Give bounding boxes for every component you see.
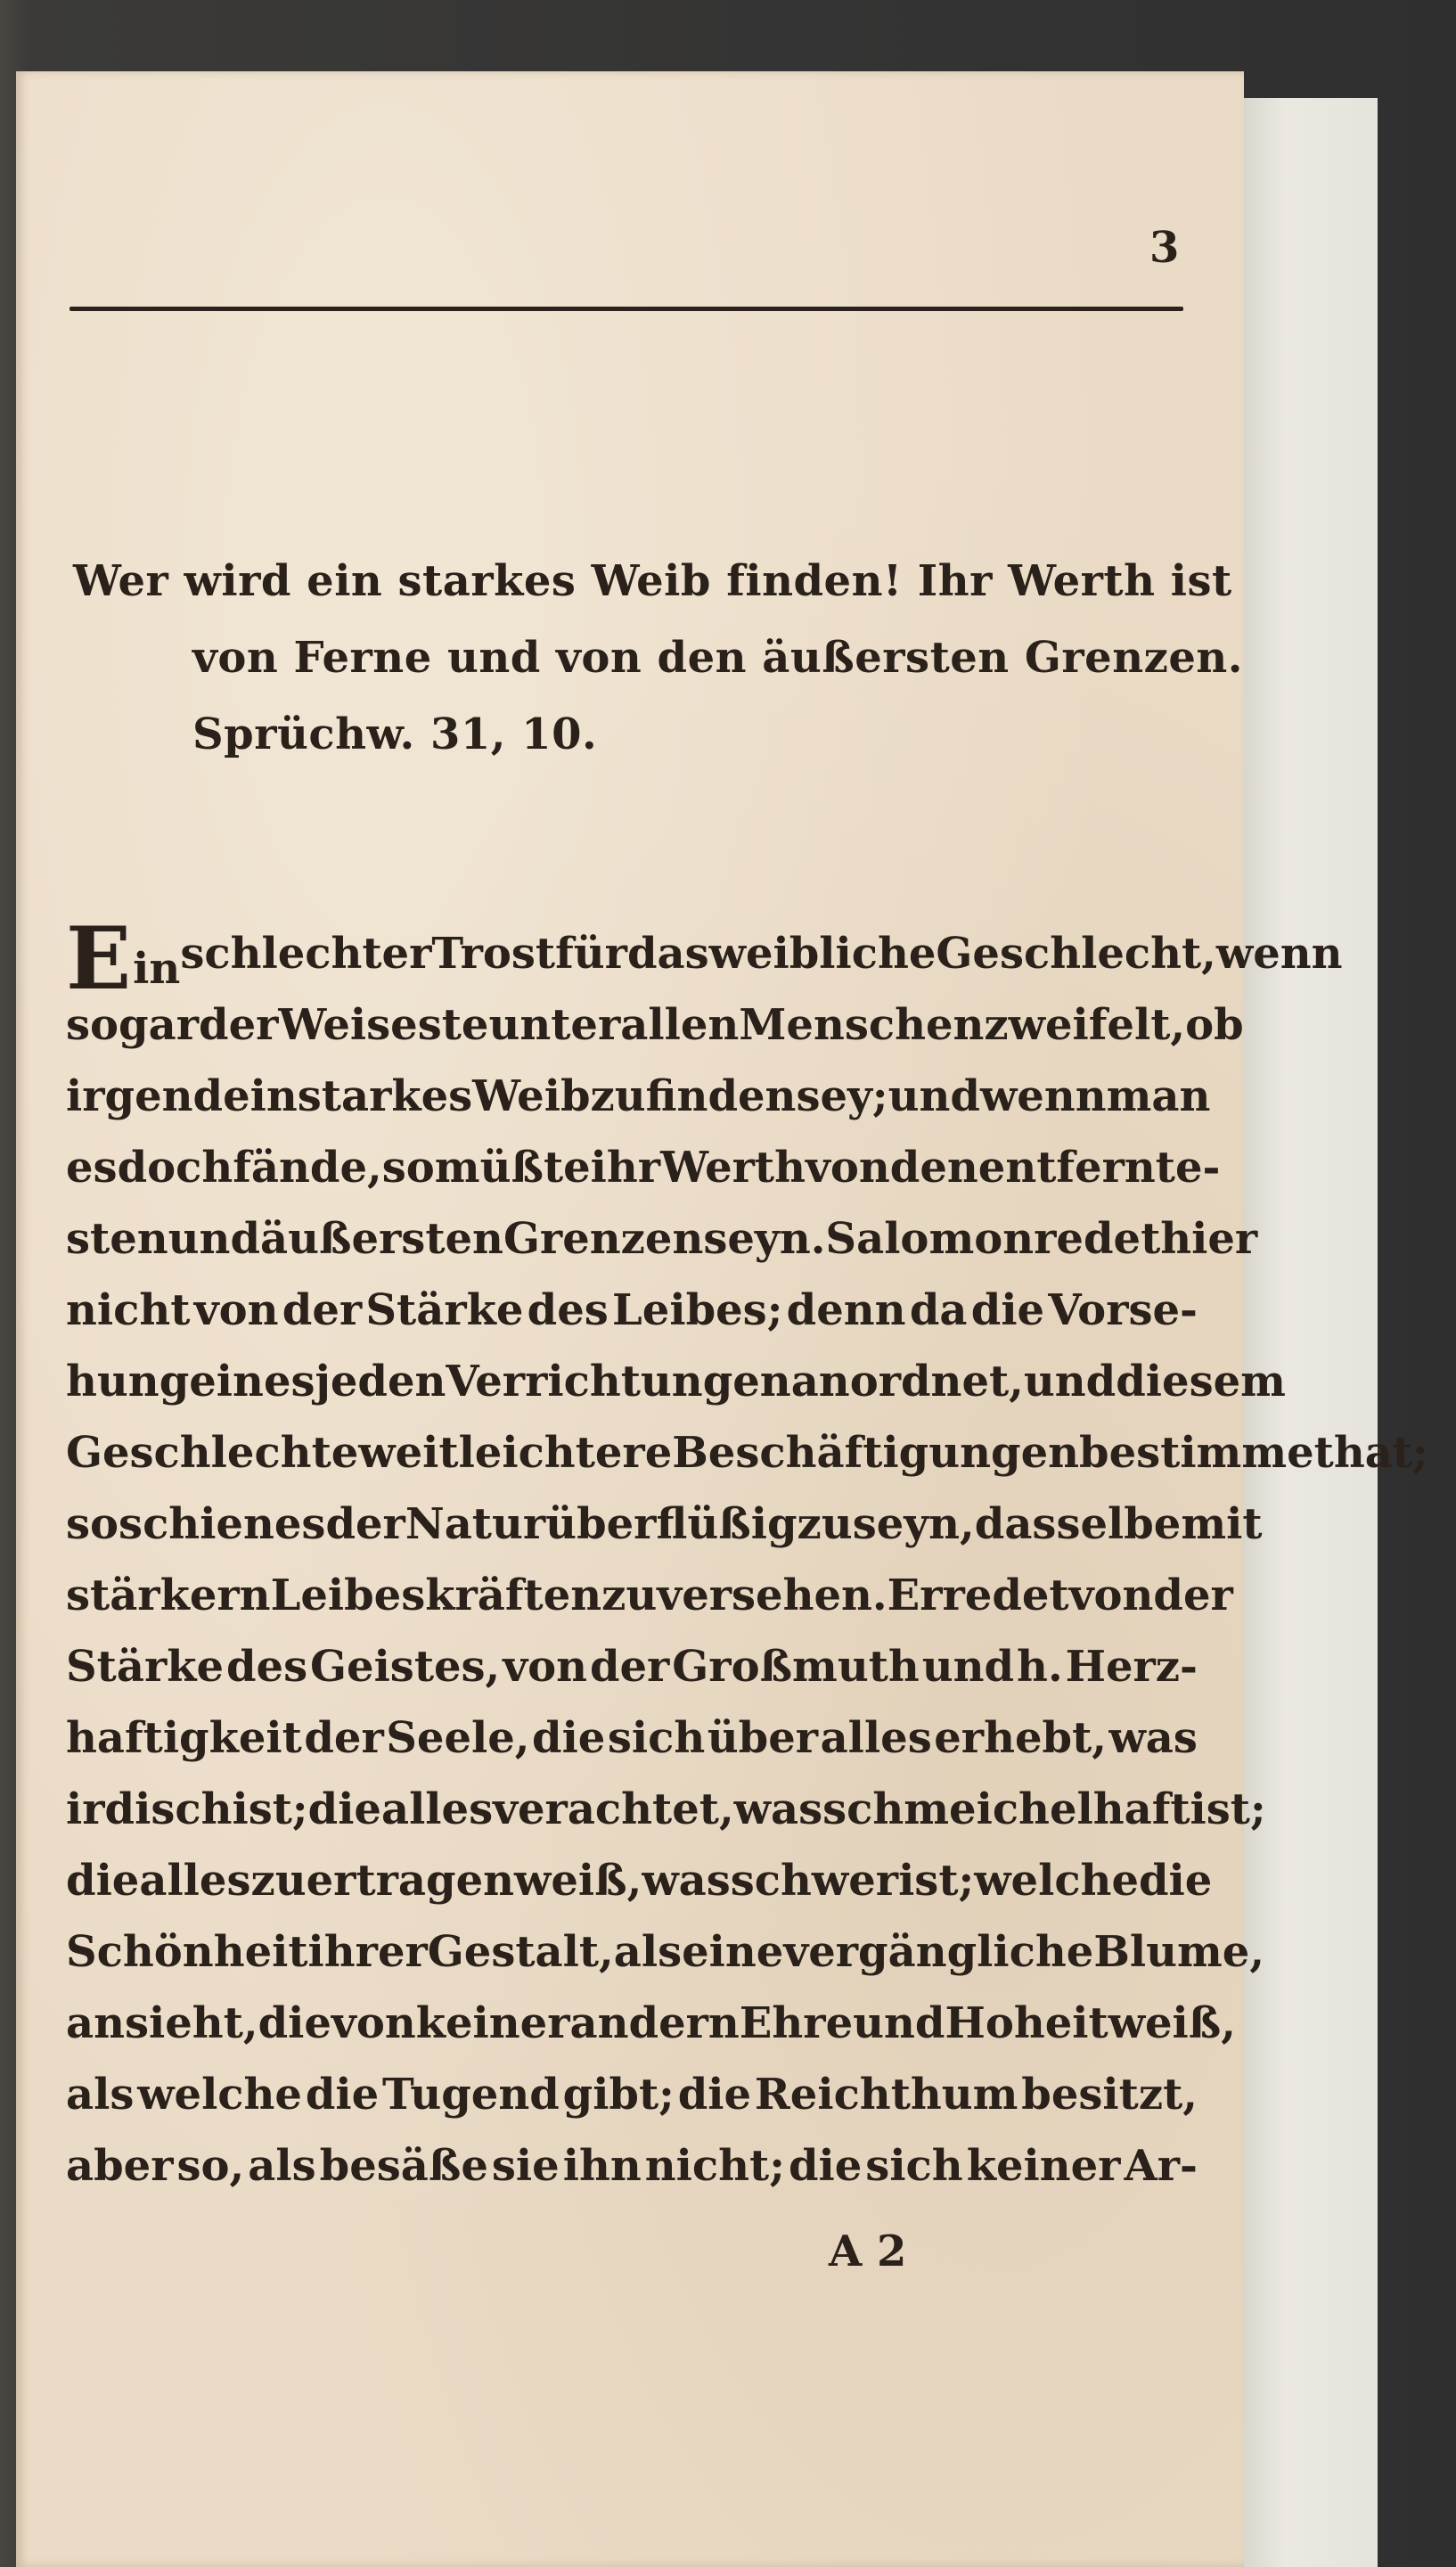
- drop-cap: E: [66, 908, 132, 1009]
- word: Leibes;: [612, 1285, 783, 1335]
- body-line: [66, 1132, 1221, 1203]
- word: müßte: [434, 1143, 591, 1193]
- word: Werth: [660, 1143, 806, 1193]
- word: sie: [491, 2141, 560, 2191]
- word: des: [225, 1642, 308, 1692]
- word: zu: [590, 1071, 646, 1121]
- word: und: [921, 1642, 1015, 1692]
- body-line: [66, 1916, 1265, 1988]
- word: nicht;: [644, 2141, 785, 2191]
- word: da: [909, 1285, 968, 1335]
- word: jeden: [315, 1357, 446, 1407]
- body-line: [66, 1631, 1198, 1702]
- word: die: [307, 1784, 381, 1834]
- word: der: [199, 1000, 279, 1050]
- word: so: [66, 1499, 119, 1549]
- body-line: [66, 1203, 1258, 1275]
- word: Stärke: [66, 1642, 225, 1692]
- word: der: [325, 1499, 405, 1549]
- word: haftigkeit: [66, 1713, 302, 1763]
- word: das: [626, 929, 709, 979]
- word: denn: [786, 1285, 906, 1335]
- body-line: [66, 1061, 1211, 1132]
- word: keiner: [415, 1998, 570, 2048]
- body-line: [66, 1988, 1236, 2059]
- word: die: [305, 2070, 380, 2120]
- body-line: [66, 1774, 1266, 1845]
- word: vergängliche: [783, 1927, 1094, 1977]
- word: Geschlechte: [66, 1428, 359, 1478]
- word: weit: [358, 1428, 459, 1478]
- word: die: [258, 1998, 331, 2048]
- word: weibliche: [708, 929, 937, 979]
- word: redet: [1034, 1214, 1161, 1264]
- word: leichtere: [458, 1428, 673, 1478]
- word: aber: [66, 2141, 174, 2191]
- word: wenn: [1215, 929, 1343, 979]
- word: starkes: [297, 1071, 473, 1121]
- body-line: [66, 1417, 1428, 1489]
- word: den: [889, 1143, 978, 1193]
- word: Geistes,: [310, 1642, 501, 1692]
- word: ist;: [1190, 1784, 1266, 1834]
- word: und: [888, 1071, 980, 1121]
- word: bestimmet: [1079, 1428, 1334, 1478]
- word: alles: [820, 1713, 932, 1763]
- word: unter: [488, 1000, 621, 1050]
- word: der: [589, 1642, 670, 1692]
- word: der: [1153, 1571, 1233, 1620]
- word: Ehre: [739, 1998, 854, 2048]
- epigraph-line-1: Wer wird ein starkes Weib finden! Ihr Werth ist: [73, 556, 1232, 606]
- word: hier: [1160, 1214, 1258, 1264]
- adjacent-page-edge: [1244, 98, 1378, 2567]
- body-line: [66, 989, 1244, 1061]
- word: ertragen: [306, 1856, 515, 1906]
- word: irgend: [66, 1071, 224, 1121]
- page-number: 3: [1149, 223, 1180, 273]
- word: erhebt,: [934, 1713, 1107, 1763]
- word: ist;: [232, 1784, 308, 1834]
- word: von: [1068, 1571, 1154, 1620]
- word: die: [677, 2070, 752, 2120]
- word: die: [66, 1856, 140, 1906]
- body-line: [66, 2130, 1198, 2202]
- word: wenn: [979, 1071, 1107, 1121]
- word: Er: [887, 1571, 943, 1620]
- word: schmeichelhaft: [822, 1784, 1190, 1834]
- word: Beschäftigungen: [672, 1428, 1080, 1478]
- word: alles: [380, 1784, 494, 1834]
- word: besäße: [319, 2141, 488, 2191]
- word: ein: [223, 1071, 298, 1121]
- word: anordnet,: [790, 1357, 1024, 1407]
- word: hat;: [1333, 1428, 1428, 1478]
- word: Weib: [472, 1071, 591, 1121]
- word: Seele,: [386, 1713, 530, 1763]
- catchword: A 2: [829, 2227, 907, 2276]
- word: über: [707, 1713, 819, 1763]
- word: ihn: [562, 2141, 642, 2191]
- word: Ein: [66, 908, 181, 1009]
- body-line: [66, 1702, 1198, 1774]
- word: Natur: [405, 1499, 546, 1549]
- word: schwer: [730, 1856, 899, 1906]
- body-text: [66, 908, 1428, 2202]
- word: von: [331, 1998, 416, 2048]
- word: verachtet,: [493, 1784, 734, 1834]
- word: entfernte-: [977, 1143, 1221, 1193]
- word: so: [381, 1143, 435, 1193]
- word: Blume,: [1093, 1927, 1265, 1977]
- word: äußersten: [260, 1214, 503, 1264]
- word: sich: [865, 2141, 963, 2191]
- header-rule: [70, 307, 1183, 311]
- word: weiß,: [514, 1856, 642, 1906]
- word: Trost: [431, 929, 556, 979]
- word: ob: [1185, 1000, 1244, 1050]
- word: allen: [620, 1000, 740, 1050]
- word: nicht: [66, 1285, 191, 1335]
- word: Reichthum: [754, 2070, 1018, 2120]
- word: Vorse-: [1048, 1285, 1198, 1335]
- word: die: [970, 1285, 1045, 1335]
- word: des: [527, 1285, 609, 1335]
- word: als: [248, 2141, 316, 2191]
- word: die: [1138, 1856, 1213, 1906]
- word: schien: [119, 1499, 274, 1549]
- word: fände,: [233, 1143, 382, 1193]
- word: Hoheit: [945, 1998, 1108, 2048]
- word: finden: [645, 1071, 797, 1121]
- word: Stärke: [365, 1285, 524, 1335]
- word: sten: [66, 1214, 168, 1264]
- word: versehen.: [657, 1571, 888, 1620]
- word: Leibeskräften: [270, 1571, 602, 1620]
- word: irdisch: [66, 1784, 233, 1834]
- word: was: [733, 1784, 823, 1834]
- word: doch: [117, 1143, 233, 1193]
- word: Tugend: [382, 2070, 560, 2120]
- word: der: [282, 1285, 363, 1335]
- word: hung: [66, 1357, 190, 1407]
- word: Salomon: [825, 1214, 1035, 1264]
- word: dasselbe: [974, 1499, 1182, 1549]
- word: sey;: [796, 1071, 888, 1121]
- epigraph-citation: Sprüchw. 31, 10.: [192, 709, 598, 759]
- word: Geschlecht,: [936, 929, 1216, 979]
- body-line: [66, 1346, 1286, 1417]
- word: ansieht,: [66, 1998, 258, 2048]
- word: alles: [139, 1856, 251, 1906]
- body-line: [66, 2059, 1198, 2130]
- word: keiner: [966, 2141, 1121, 2191]
- word: was: [642, 1856, 731, 1906]
- word: eine: [682, 1927, 784, 1977]
- word: ihrer: [307, 1927, 428, 1977]
- word: Menschen: [739, 1000, 985, 1050]
- body-line: [66, 1275, 1198, 1346]
- body-line: [66, 908, 1343, 1009]
- body-line: [66, 1489, 1263, 1560]
- word: zweifelt,: [984, 1000, 1186, 1050]
- word: mit: [1181, 1499, 1263, 1549]
- word: so,: [176, 2141, 245, 2191]
- word: sich: [607, 1713, 706, 1763]
- word: redet: [942, 1571, 1069, 1620]
- word: als: [613, 1927, 683, 1977]
- word: Herz-: [1065, 1642, 1198, 1692]
- word: Ar-: [1124, 2141, 1198, 2191]
- word: welche: [974, 1856, 1139, 1906]
- word: schlechter: [180, 929, 432, 979]
- word: h.: [1017, 1642, 1063, 1692]
- word: welche: [137, 2070, 302, 2120]
- body-line: [66, 1560, 1233, 1631]
- word: es: [66, 1143, 118, 1193]
- word: seyn.: [703, 1214, 826, 1264]
- word: Großmuth: [672, 1642, 920, 1692]
- word: gibt;: [562, 2070, 675, 2120]
- word: zu: [601, 1571, 658, 1620]
- word: weiß,: [1108, 1998, 1236, 2048]
- word: und: [168, 1214, 260, 1264]
- word: andern: [569, 1998, 740, 2048]
- word: zu: [797, 1499, 853, 1549]
- word: Grenzen: [503, 1214, 704, 1264]
- word: der: [304, 1713, 384, 1763]
- word: Verrichtungen: [446, 1357, 791, 1407]
- word: die: [788, 2141, 863, 2191]
- word: eines: [189, 1357, 315, 1407]
- word: Gestalt,: [427, 1927, 614, 1977]
- word: diesem: [1116, 1357, 1286, 1407]
- word: Schönheit: [66, 1927, 308, 1977]
- word: ist;: [898, 1856, 975, 1906]
- word: Weiseste: [278, 1000, 489, 1050]
- word: von: [503, 1642, 588, 1692]
- word: es: [274, 1499, 326, 1549]
- word: man: [1106, 1071, 1211, 1121]
- word: seyn,: [852, 1499, 975, 1549]
- word: was: [1108, 1713, 1198, 1763]
- word: überflüßig: [545, 1499, 798, 1549]
- word: von: [805, 1143, 890, 1193]
- word: zu: [250, 1856, 307, 1906]
- word: sogar: [66, 1000, 199, 1050]
- word: als: [66, 2070, 135, 2120]
- word: ihr: [590, 1143, 661, 1193]
- epigraph-line-2: von Ferne und von den äußersten Grenzen.: [192, 633, 1244, 683]
- body-line: [66, 1845, 1213, 1916]
- word: und: [1023, 1357, 1117, 1407]
- word: von: [193, 1285, 279, 1335]
- word: die: [532, 1713, 606, 1763]
- word: stärkern: [66, 1571, 271, 1620]
- word: und: [853, 1998, 945, 2048]
- word: besitzt,: [1021, 2070, 1198, 2120]
- word: für: [555, 929, 627, 979]
